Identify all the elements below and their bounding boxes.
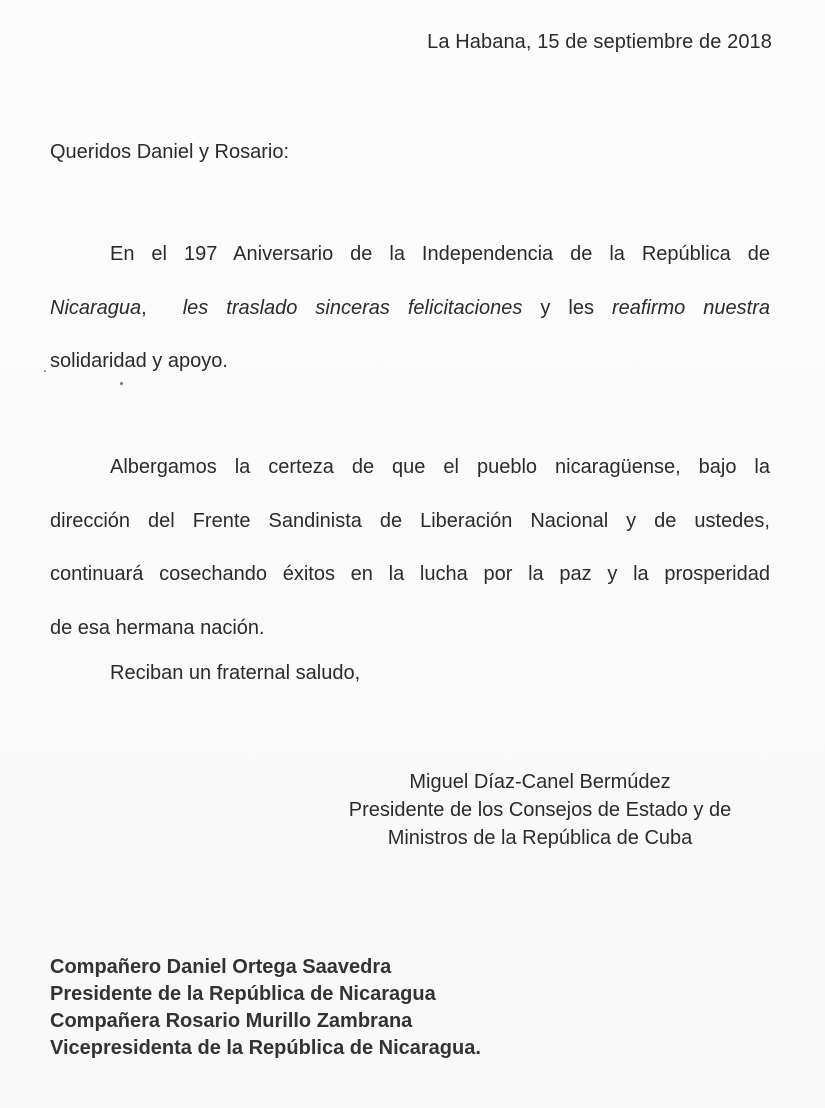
paragraph-anniversary	[50, 228, 770, 389]
paragraph-line: de esa hermana nación.	[50, 616, 265, 639]
paragraph-line: continuará cosechando éxitos en la lucha por la paz y la prosperidad	[50, 563, 770, 585]
paragraph-line: dirección del Frente Sandinista de Liberación Nacional y de ustedes,	[50, 509, 770, 532]
signer-title-line-2: Ministros de la República de Cuba	[387, 827, 693, 849]
recipient-line: Compañera Rosario Murillo Zambrana	[50, 1010, 413, 1032]
signature-block	[300, 768, 780, 852]
letter-date: La Habana, 15 de septiembre de 2018	[427, 31, 772, 53]
paper-speck	[120, 382, 123, 385]
signer-name: Miguel Díaz-Canel Bermúdez	[409, 771, 671, 793]
plain-text: y les	[540, 296, 594, 319]
italic-reaffirm: reafirmo nuestra	[611, 296, 771, 319]
italic-greeting: les traslado sinceras felicitaciones	[182, 296, 523, 319]
closing-line: Reciban un fraternal saludo,	[110, 662, 361, 684]
recipient-line: Compañero Daniel Ortega Saavedra	[50, 956, 392, 978]
paragraph-line	[50, 282, 770, 336]
recipient-line: Vicepresidenta de la República de Nicaragua.	[50, 1037, 481, 1059]
comma: ,	[141, 296, 147, 319]
recipients-block	[50, 954, 481, 1062]
paragraph-line: Albergamos la certeza de que el pueblo nicaragüense, bajo la	[110, 456, 770, 478]
paragraph-certainty	[50, 441, 770, 655]
italic-country: Nicaragua	[50, 296, 142, 319]
paper-speck	[44, 370, 46, 372]
salutation: Queridos Daniel y Rosario:	[50, 141, 289, 163]
signer-title-line-1: Presidente de los Consejos de Estado y de	[348, 799, 732, 821]
recipient-line: Presidente de la República de Nicaragua	[50, 983, 436, 1005]
paragraph-line: solidaridad y apoyo.	[50, 350, 228, 372]
paragraph-line: En el 197 Aniversario de la Independencia de la República de	[110, 243, 770, 265]
